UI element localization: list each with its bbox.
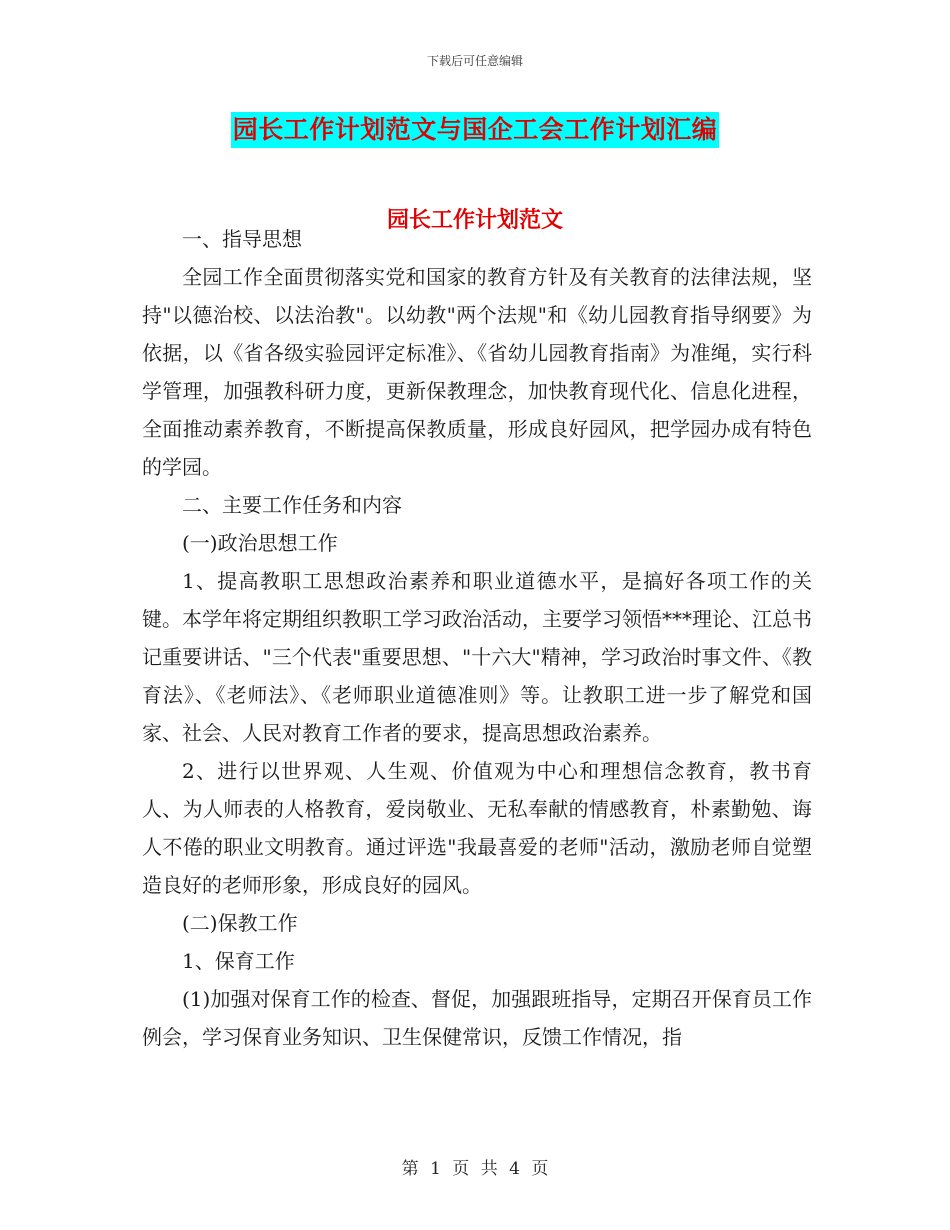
paragraph-care-1: (1)加强对保育工作的检查、督促，加强跟班指导，定期召开保育员工作例会，学习保育业务知识、卫生保健常识，反馈工作情况，指	[142, 987, 812, 1049]
document-body	[142, 216, 812, 1056]
section-title: 园长工作计划范文	[386, 207, 563, 233]
heading-care-work: 1、保育工作	[182, 949, 295, 973]
header-note: 下载后可任意编辑	[426, 54, 523, 68]
paragraph-guiding-thought: 全园工作全面贯彻落实党和国家的教育方针及有关教育的法律法规，坚持"以德治校、以法治教"。以幼教"两个法规"和《幼儿园教育指导纲要》为依据，以《省各级实验园评定标准》、《省幼儿园教育指南》为准绳，实行科学管理，加强教科研力度，更新保教理念，加快教育现代化、信息化进程，全面推动素养教育，不断提高保教质量，形成良好园风，把学园办成有特色的学园。	[142, 265, 812, 479]
heading-care-education: (二)保教工作	[182, 911, 298, 935]
heading-political-work: (一)政治思想工作	[182, 531, 338, 555]
document-title-wrapper	[0, 112, 950, 148]
heading-guiding-thought: 一、指导思想	[182, 227, 302, 251]
heading-main-tasks: 二、主要工作任务和内容	[182, 493, 402, 517]
paragraph-political-1: 1、提高教职工思想政治素养和职业道德水平，是搞好各项工作的关键。本学年将定期组织教职工学习政治活动，主要学习领悟***理论、江总书记重要讲话、"三个代表"重要思想、"十六大"精神，学习政治时事文件、《教育法》、《老师法》、《老师职业道德准则》等。让教职工进一步了解党和国家、社会、人民对教育工作者的要求，提高思想政治素养。	[142, 569, 812, 745]
document-title: 园长工作计划范文与国企工会工作计划汇编	[231, 112, 720, 148]
paragraph-political-2: 2、进行以世界观、人生观、价值观为中心和理想信念教育，教书育人、为人师表的人格教育，爱岗敬业、无私奉献的情感教育，朴素勤勉、诲人不倦的职业文明教育。通过评选"我最喜爱的老师"活动，激励老师自觉塑造良好的老师形象，形成良好的园风。	[142, 759, 812, 897]
page-number: 第 1 页 共 4 页	[401, 1159, 549, 1179]
